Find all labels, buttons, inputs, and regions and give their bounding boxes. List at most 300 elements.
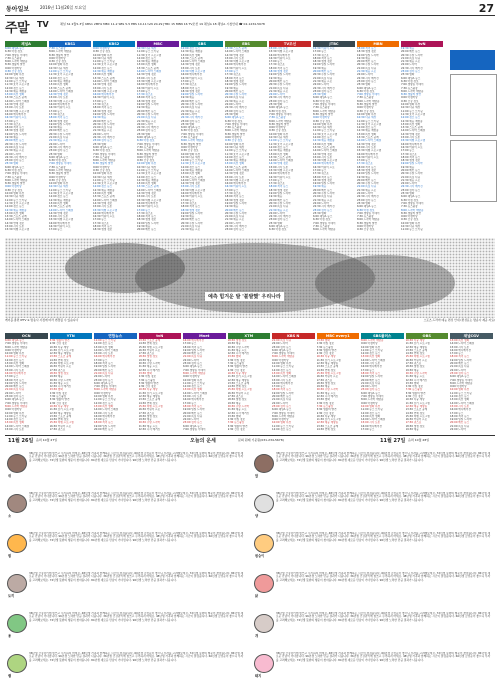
- program-entry: 10:00 영화 특선: [401, 103, 421, 107]
- program-entry: 11:30 요리 프로그램: [5, 83, 30, 87]
- program-entry: 20:00 메인 뉴스: [93, 119, 113, 123]
- program-entry: 12:00 정오 뉴스: [313, 136, 333, 140]
- program-entry: 12:00 정오 뉴스: [225, 155, 245, 159]
- program-entry: 7:30 뉴스광장: [313, 225, 330, 229]
- program-entry: 13:00 특선 영화: [313, 142, 333, 146]
- program-entry: 12:30 예능 재방송: [5, 89, 27, 93]
- program-entry: 11:00 뉴스 브리핑: [401, 109, 423, 113]
- cable-program-entry: 15:30 여행 프로그램: [49, 421, 74, 425]
- zodiac-animal-icon: [254, 654, 274, 673]
- program-entry: 13:30 스포츠 중계: [181, 56, 203, 60]
- program-entry: 19:00 일일 드라마: [269, 73, 291, 77]
- cable-program-entry: 12:00 정오 뉴스: [272, 368, 292, 372]
- cable-program-entry: 20:00 메인 뉴스: [5, 385, 25, 389]
- program-entry: 6:00 채널A 뉴스: [49, 155, 69, 159]
- newspaper-name: 동아일보: [6, 6, 30, 13]
- program-entry: 14:30 연예 정보: [269, 162, 289, 166]
- cable-program-entry: 15:00 시사 토론: [450, 404, 470, 408]
- cable-program-entry: 20:30 주말 드라마: [227, 404, 250, 408]
- cable-program-entry: 21:00 특집 다큐: [94, 371, 114, 375]
- program-entry: 21:30 예능 프로: [269, 208, 289, 212]
- program-entry: 12:30 예능 재방송: [137, 178, 159, 182]
- cable-column-10: [450, 333, 493, 431]
- cable-program-entry: 15:00 시사 토론: [5, 428, 25, 432]
- program-entry: 15:30 여행 프로그램: [181, 188, 206, 192]
- cable-program-entry: 20:30 주말 드라마: [316, 388, 339, 392]
- program-entry: 21:00 특집 다큐: [401, 175, 421, 179]
- program-entry: 7:30 뉴스광장: [181, 136, 198, 140]
- program-entry: 17:30 퀴즈쇼: [313, 53, 329, 57]
- program-entry: 17:00 뉴스: [49, 109, 63, 113]
- program-entry: 14:30 연예 정보: [181, 63, 201, 67]
- fortune-text: 36년생 건강관리에 힘쓰고 무리하지 마세요. 48년생 가족과 함께하는 시간이 즐겁습니다. 60년생 금전운이 좋으니 투자를 고려해보세요. 72년생 뜻밖의 행운이 찾아옵니다. 84년생 새로운 만남이 기다립니다. 96년생 노력한 만큼 결과가 나옵니다. 36년생 건강관리에 힘쓰고 무리하지 마세요. 48년생 가족과 함께하는 시간이 즐겁습니다. 60년생 금전운이 좋으니 투자를 고려해보세요. 72년생 뜻밖의 행운이 찾아옵니다. 84년생 새로운 만남이 기다립니다. 96년생 노력한 만큼 결과가 나옵니다.: [29, 532, 244, 542]
- cable-program-entry: 9:30 건강 정보: [49, 401, 67, 405]
- program-entry: 11:00 뉴스 브리핑: [181, 159, 203, 163]
- program-entry: 15:30 여행 프로그램: [269, 168, 294, 172]
- cable-program-entry: 22:00 드라마: [450, 428, 466, 432]
- program-entry: 11:00 뉴스 브리핑: [137, 50, 159, 54]
- cable-program-entry: 13:00 특선 영화: [272, 371, 292, 375]
- cable-program-entry: 16:30 어린이 프로: [138, 348, 161, 352]
- cable-program-entry: 7:30 뉴스광장: [138, 378, 156, 382]
- cable-program-entry: 23:30 영화: [227, 355, 241, 359]
- cable-program-entry: 19:00 일일 드라마: [450, 358, 472, 362]
- program-entry: 17:30 퀴즈쇼: [49, 112, 65, 116]
- program-entry: 16:00 애니메이션: [357, 152, 378, 156]
- cable-program-entry: 11:30 요리 프로그램: [405, 401, 430, 405]
- cable-program-entry: 11:00 뉴스 브리핑: [94, 339, 116, 342]
- cable-program-entry: 19:00 일일 드라마: [94, 365, 116, 369]
- cable-program-entry: 23:00 심야 뉴스: [183, 421, 203, 425]
- program-entry: 11:00 뉴스 브리핑: [5, 79, 27, 83]
- program-entry: 9:30 건강 정보: [357, 109, 375, 113]
- program-entry: 20:00 메인 뉴스: [401, 168, 421, 172]
- program-entry: 17:00 뉴스: [93, 99, 107, 103]
- program-entry: 14:30 연예 정보: [5, 221, 25, 225]
- cable-program-entry: 10:00 영화 특선: [183, 378, 203, 382]
- program-entry: 8:30 생활의 발견: [49, 53, 70, 57]
- program-entry: 21:00 특집 다큐: [313, 195, 333, 199]
- program-entry: 12:00 정오 뉴스: [93, 66, 113, 70]
- cable-program-entry: 22:30 시사 매거진: [227, 411, 250, 415]
- issue-date: 2016년 11월26일 토요일: [40, 5, 87, 10]
- program-entry: 18:00 저녁 뉴스: [401, 155, 421, 159]
- schedule-column-1: [49, 41, 91, 232]
- program-entry: 9:00 아침마당: [313, 116, 330, 120]
- program-entry: 16:30 어린이 프로: [93, 215, 115, 219]
- program-entry: 7:30 뉴스광장: [137, 145, 154, 149]
- program-entry: 7:00 생방송 투데이: [357, 211, 380, 215]
- cable-program-entry: 20:00 메인 뉴스: [450, 362, 470, 366]
- program-entry: 12:00 정오 뉴스: [357, 126, 377, 130]
- cable-program-entry: 12:30 예능 재방송: [316, 362, 339, 366]
- program-entry: 14:30 연예 정보: [93, 83, 113, 87]
- cable-program-entry: 9:00 아침마당: [183, 375, 200, 379]
- cable-program-entry: 23:30 영화: [227, 414, 241, 418]
- cable-program-entry: 6:30 아침 정보: [138, 375, 156, 379]
- program-entry: 18:30 생생 정보: [225, 198, 245, 202]
- program-entry: 15:30 여행 프로그램: [5, 109, 30, 113]
- program-entry: 8:00 드라마 재방송: [5, 60, 28, 64]
- cable-program-entry: 15:00 시사 토론: [361, 362, 381, 366]
- cable-channel-header: OCN: [5, 333, 48, 339]
- program-entry: 10:00 영화 특선: [181, 152, 201, 156]
- program-entry: 12:30 예능 재방송: [313, 139, 335, 143]
- program-entry: 9:30 건강 정보: [93, 168, 111, 172]
- cable-program-entry: 11:30 요리 프로그램: [316, 358, 341, 362]
- program-entry: 12:30 예능 재방송: [137, 60, 159, 64]
- program-entry: 22:30 시사 매거진: [137, 126, 159, 130]
- program-entry: 20:00 메인 뉴스: [181, 218, 201, 222]
- cable-program-entry: 17:30 퀴즈쇼: [49, 428, 66, 432]
- program-entry: 14:00 드라마 스페셜: [181, 178, 206, 182]
- program-entry: 7:00 생방송 투데이: [181, 132, 204, 136]
- program-entry: 14:00 드라마 스페셜: [93, 79, 118, 83]
- cable-program-entry: 22:00 드라마: [183, 358, 199, 362]
- cable-program-entry: 16:00 애니메이션: [94, 355, 115, 359]
- fortune-right-date: 11월 27일: [380, 438, 406, 444]
- program-entry: 10:00 영화 특선: [225, 142, 245, 146]
- program-entry: 20:00 메인 뉴스: [137, 109, 157, 113]
- fortune-text: 36년생 건강관리에 힘쓰고 무리하지 마세요. 48년생 가족과 함께하는 시간이 즐겁습니다. 60년생 금전운이 좋으니 투자를 고려해보세요. 72년생 뜻밖의 행운이 찾아옵니다. 84년생 새로운 만남이 기다립니다. 96년생 노력한 만큼 결과가 나옵니다. 36년생 건강관리에 힘쓰고 무리하지 마세요. 48년생 가족과 함께하는 시간이 즐겁습니다. 60년생 금전운이 좋으니 투자를 고려해보세요. 72년생 뜻밖의 행운이 찾아옵니다. 84년생 새로운 만남이 기다립니다. 96년생 노력한 만큼 결과가 나옵니다.: [29, 652, 244, 662]
- program-entry: 23:30 영화: [5, 162, 19, 166]
- cable-program-entry: 15:00 시사 토론: [272, 378, 292, 382]
- program-entry: 12:00 정오 뉴스: [137, 56, 157, 60]
- program-entry: 21:30 예능 프로: [93, 129, 113, 133]
- program-entry: 10:30 다큐 세상: [225, 145, 245, 149]
- program-entry: 15:30 여행 프로그램: [49, 218, 74, 222]
- cable-program-entry: 7:00 생방송 투데이: [272, 352, 295, 356]
- program-entry: 17:00 뉴스: [269, 60, 283, 64]
- cable-program-entry: 17:00 뉴스: [272, 385, 286, 389]
- program-entry: 18:00 저녁 뉴스: [5, 126, 25, 130]
- program-entry: 19:00 일일 드라마: [357, 172, 379, 176]
- channel-header: SBS: [181, 41, 223, 47]
- program-entry: 23:30 영화: [269, 103, 283, 107]
- program-entry: 14:30 연예 정보: [5, 103, 25, 107]
- cable-program-entry: 23:30 영화: [49, 388, 63, 392]
- cable-program-entry: 6:30 아침 정보: [316, 401, 334, 405]
- program-entry: 19:30 예능: [225, 86, 239, 90]
- channel-header: MBC: [137, 41, 179, 47]
- zodiac-animal-icon: [254, 534, 274, 553]
- program-entry: 8:30 생활의 발견: [357, 221, 378, 225]
- program-entry: 20:30 주말 드라마: [5, 142, 27, 146]
- cable-program-entry: 14:00 드라마 스페셜: [94, 348, 119, 352]
- program-entry: 16:00 애니메이션: [401, 142, 422, 146]
- program-entry: 16:30 어린이 프로: [313, 165, 335, 169]
- cable-column-7: [317, 333, 360, 431]
- program-entry: 12:30 예능 재방송: [269, 149, 291, 153]
- cable-program-entry: 9:30 건강 정보: [227, 368, 245, 372]
- program-entry: 21:30 예능 프로: [49, 139, 69, 143]
- cable-program-entry: 15:00 시사 토론: [5, 368, 25, 372]
- program-entry: 9:00 아침마당: [181, 145, 198, 149]
- program-entry: 21:00 특집 다큐: [225, 215, 245, 219]
- cable-program-entry: 14:00 드라마 스페셜: [361, 418, 386, 422]
- program-entry: 6:00 채널A 뉴스: [181, 126, 201, 130]
- cable-program-entry: 7:00 생방송 투데이: [94, 385, 117, 389]
- program-entry: 8:30 생활의 발견: [181, 142, 202, 146]
- cable-program-entry: 7:30 뉴스광장: [316, 345, 334, 349]
- program-entry: 6:30 아침 정보: [225, 119, 243, 123]
- program-entry: 21:00 특집 다큐: [357, 66, 377, 70]
- program-entry: 13:00 특선 영화: [357, 132, 377, 136]
- program-entry: 16:00 애니메이션: [137, 201, 158, 205]
- program-entry: 20:30 주말 드라마: [225, 93, 247, 97]
- program-entry: 19:00 일일 드라마: [357, 53, 379, 57]
- program-entry: 17:00 뉴스: [137, 89, 151, 93]
- cable-program-entry: 18:30 생생 정보: [405, 365, 425, 369]
- cable-channel-header: 연합뉴스: [94, 333, 137, 339]
- program-entry: 15:30 여행 프로그램: [5, 228, 30, 232]
- cable-program-entry: 18:30 생생 정보: [227, 398, 247, 402]
- program-entry: 23:30 영화: [313, 211, 327, 215]
- cable-program-entry: 17:00 뉴스: [361, 368, 375, 372]
- cable-program-entry: 8:30 생활의 발견: [227, 365, 248, 369]
- cable-program-entry: 7:00 생방송 투데이: [5, 342, 28, 346]
- program-entry: 22:00 드라마: [313, 201, 329, 205]
- cable-program-entry: 13:30 스포츠 중계: [49, 355, 72, 359]
- program-entry: 8:00 드라마 재방송: [225, 129, 248, 133]
- program-entry: 17:30 퀴즈쇼: [137, 93, 153, 97]
- program-entry: 18:00 저녁 뉴스: [225, 195, 245, 199]
- program-entry: 15:00 시사 토론: [93, 86, 113, 90]
- program-entry: 20:00 메인 뉴스: [137, 228, 157, 232]
- program-entry: 23:00 심야 뉴스: [49, 149, 69, 153]
- program-entry: 22:00 드라마: [5, 152, 21, 156]
- program-entry: 8:00 드라마 재방송: [401, 89, 424, 93]
- cable-program-entry: 10:30 다큐 세상: [405, 398, 425, 402]
- cable-program-entry: 19:00 일일 드라마: [361, 375, 383, 379]
- program-entry: 9:30 건강 정보: [93, 50, 111, 54]
- cable-program-entry: 8:30 생활의 발견: [316, 408, 337, 412]
- program-entry: 11:00 뉴스 브리핑: [5, 198, 27, 202]
- program-entry: 14:30 연예 정보: [225, 53, 245, 57]
- program-entry: 15:30 여행 프로그램: [401, 139, 426, 143]
- program-entry: 13:30 스포츠 중계: [225, 47, 247, 50]
- program-entry: 23:30 영화: [269, 221, 283, 225]
- program-entry: 16:30 어린이 프로: [137, 86, 159, 90]
- program-entry: 13:00 특선 영화: [269, 152, 289, 156]
- schedule-column-8: [357, 41, 399, 232]
- program-entry: 11:00 뉴스 브리핑: [313, 129, 335, 133]
- program-entry: 19:00 일일 드라마: [181, 211, 203, 215]
- program-entry: 10:30 다큐 세상: [137, 47, 157, 50]
- program-entry: 12:00 정오 뉴스: [181, 165, 201, 169]
- cable-program-entry: 19:00 일일 드라마: [94, 424, 116, 428]
- program-entry: 16:00 애니메이션: [313, 162, 334, 166]
- program-entry: 10:00 영화 특선: [137, 162, 157, 166]
- program-entry: 18:00 저녁 뉴스: [269, 66, 289, 70]
- cable-program-entry: 16:30 어린이 프로: [49, 424, 72, 428]
- cable-program-entry: 9:30 건강 정보: [316, 411, 334, 415]
- program-entry: 22:00 드라마: [269, 93, 285, 97]
- program-entry: 9:00 아침마당: [401, 215, 418, 219]
- cable-program-entry: 17:30 퀴즈쇼: [49, 368, 66, 372]
- program-entry: 18:00 저녁 뉴스: [269, 185, 289, 189]
- fortune-text: 36년생 건강관리에 힘쓰고 무리하지 마세요. 48년생 가족과 함께하는 시간이 즐겁습니다. 60년생 금전운이 좋으니 투자를 고려해보세요. 72년생 뜻밖의 행운이 찾아옵니다. 84년생 새로운 만남이 기다립니다. 96년생 노력한 만큼 결과가 나옵니다. 36년생 건강관리에 힘쓰고 무리하지 마세요. 48년생 가족과 함께하는 시간이 즐겁습니다. 60년생 금전운이 좋으니 투자를 고려해보세요. 72년생 뜻밖의 행운이 찾아옵니다. 84년생 새로운 만남이 기다립니다. 96년생 노력한 만큼 결과가 나옵니다.: [276, 652, 491, 662]
- cable-program-entry: 16:00 애니메이션: [183, 398, 204, 402]
- schedule-column-5: [225, 41, 267, 232]
- program-entry: 21:00 특집 다큐: [357, 185, 377, 189]
- program-entry: 14:30 연예 정보: [401, 132, 421, 136]
- program-entry: 9:00 아침마당: [357, 106, 374, 110]
- program-entry: 10:00 영화 특선: [269, 132, 289, 136]
- band-left-text: 케이블·종편 IPTV ※ 방송사 사정에 따라 변경될 수 있습니다: [5, 318, 79, 322]
- cable-program-entry: 10:00 영화 특선: [361, 404, 381, 408]
- zodiac-animal-icon: [7, 614, 27, 633]
- cable-program-entry: 7:30 뉴스광장: [316, 404, 334, 408]
- cable-program-entry: 10:30 다큐 세상: [49, 345, 69, 349]
- zodiac-animal-label: 말: [255, 474, 259, 478]
- cable-program-entry: 20:30 주말 드라마: [138, 421, 161, 425]
- program-entry: 11:30 요리 프로그램: [313, 132, 338, 136]
- cable-column-0: [5, 333, 48, 431]
- program-entry: 20:30 주말 드라마: [313, 73, 335, 77]
- cable-program-entry: 16:00 애니메이션: [361, 365, 382, 369]
- cable-program-entry: 22:30 시사 매거진: [227, 352, 250, 356]
- program-entry: 6:30 아침 정보: [269, 109, 287, 113]
- program-entry: 18:00 저녁 뉴스: [93, 225, 113, 229]
- program-entry: 10:30 다큐 세상: [181, 155, 201, 159]
- program-entry: 16:00 애니메이션: [269, 53, 290, 57]
- cable-program-entry: 8:00 드라마 재방송: [183, 371, 206, 375]
- program-entry: 20:00 메인 뉴스: [401, 50, 421, 54]
- program-entry: 16:00 애니메이션: [181, 73, 202, 77]
- cable-program-entry: 20:30 주말 드라마: [49, 378, 72, 382]
- program-entry: 6:00 채널A 뉴스: [401, 195, 421, 199]
- cable-program-entry: 15:30 여행 프로그램: [138, 345, 163, 349]
- program-entry: 17:00 뉴스: [313, 50, 327, 54]
- program-entry: 18:00 저녁 뉴스: [225, 76, 245, 80]
- program-entry: 15:00 시사 토론: [269, 47, 289, 50]
- cable-program-entry: 15:30 여행 프로그램: [405, 355, 430, 359]
- cable-program-entry: 21:00 특집 다큐: [450, 424, 470, 428]
- cable-program-entry: 14:00 드라마 스페셜: [361, 358, 386, 362]
- zodiac-animal-label: 쥐: [8, 474, 12, 478]
- program-entry: 13:00 특선 영화: [49, 83, 69, 87]
- program-entry: 23:30 영화: [401, 192, 415, 196]
- program-entry: 20:30 주말 드라마: [269, 83, 291, 87]
- program-entry: 22:30 시사 매거진: [269, 215, 291, 219]
- cable-program-entry: 14:30 연예 정보: [49, 358, 69, 362]
- program-entry: 20:30 주말 드라마: [401, 53, 423, 57]
- zodiac-animal-label: 뱀: [8, 674, 12, 678]
- cable-program-entry: 9:30 건강 정보: [316, 352, 334, 356]
- program-entry: 13:00 특선 영화: [225, 162, 245, 166]
- cable-program-entry: 19:00 일일 드라마: [5, 381, 27, 385]
- program-entry: 23:00 심야 뉴스: [269, 99, 289, 103]
- program-entry: 12:30 예능 재방송: [357, 129, 379, 133]
- cable-program-entry: 19:00 일일 드라마: [450, 418, 472, 422]
- cable-program-entry: 14:00 드라마 스페셜: [5, 424, 30, 428]
- cable-channel-header: 채널CGV: [450, 333, 493, 339]
- cable-program-entry: 21:30 예능 프로: [227, 348, 247, 352]
- program-entry: 19:30 예능: [357, 175, 371, 179]
- program-entry: 15:00 시사 토론: [181, 185, 201, 189]
- program-entry: 16:30 어린이 프로: [269, 175, 291, 179]
- banner-headline: 예측 힘겨운 발 '불발했' 우리나라: [205, 292, 284, 301]
- cable-channel-header: KBS N: [272, 333, 315, 339]
- program-entry: 18:00 저녁 뉴스: [313, 175, 333, 179]
- cable-program-entry: 7:30 뉴스광장: [405, 388, 423, 392]
- program-entry: 19:00 일일 드라마: [269, 192, 291, 196]
- program-entry: 18:30 생생 정보: [181, 89, 201, 93]
- program-entry: 7:30 뉴스광장: [5, 56, 22, 60]
- program-entry: 18:30 생생 정보: [181, 208, 201, 212]
- cable-channel-header: SBS플러스: [361, 333, 404, 339]
- cable-program-entry: 8:30 생활의 발견: [49, 398, 70, 402]
- program-entry: 19:30 예능: [181, 96, 195, 100]
- program-entry: 11:30 요리 프로그램: [401, 112, 426, 116]
- program-entry: 14:00 드라마 스페셜: [313, 149, 338, 153]
- program-entry: 15:00 시사 토론: [93, 205, 113, 209]
- program-entry: 14:00 드라마 스페셜: [49, 89, 74, 93]
- program-entry: 8:00 드라마 재방송: [357, 218, 380, 222]
- program-entry: 22:30 시사 매거진: [93, 136, 115, 140]
- cable-program-entry: 11:30 요리 프로그램: [49, 408, 74, 412]
- program-entry: 20:30 주말 드라마: [225, 211, 247, 215]
- program-entry: 20:30 주말 드라마: [181, 221, 203, 225]
- cable-program-entry: 20:00 메인 뉴스: [450, 421, 470, 425]
- cable-program-entry: 21:00 특집 다큐: [183, 355, 203, 359]
- program-entry: 6:00 채널A 뉴스: [357, 86, 377, 90]
- program-entry: 18:30 생생 정보: [313, 178, 333, 182]
- program-entry: 15:00 시사 토론: [313, 155, 333, 159]
- program-entry: 13:30 스포츠 중계: [137, 66, 159, 70]
- zodiac-animal-icon: [7, 494, 27, 513]
- program-entry: 15:00 시사 토론: [137, 76, 157, 80]
- program-entry: 11:00 뉴스 브리핑: [269, 139, 291, 143]
- cable-program-entry: 19:00 일일 드라마: [183, 348, 205, 352]
- cable-program-entry: 20:30 주말 드라마: [227, 345, 250, 349]
- program-entry: 21:30 예능 프로: [357, 70, 377, 74]
- cable-program-entry: 6:00 채널A 뉴스: [183, 424, 203, 428]
- program-entry: 11:00 뉴스 브리핑: [49, 188, 71, 192]
- program-entry: 13:00 특선 영화: [181, 53, 201, 57]
- program-entry: 20:00 메인 뉴스: [225, 89, 245, 93]
- cable-program-entry: 22:30 시사 매거진: [316, 395, 339, 399]
- cable-program-entry: 14:00 드라마 스페셜: [450, 401, 475, 405]
- cable-column-4: [183, 333, 226, 431]
- program-entry: 15:00 시사 토론: [137, 195, 157, 199]
- program-entry: 6:00 채널A 뉴스: [313, 96, 333, 100]
- program-entry: 6:00 채널A 뉴스: [137, 136, 157, 140]
- program-entry: 9:30 건강 정보: [49, 178, 67, 182]
- cable-program-entry: 17:30 퀴즈쇼: [138, 411, 155, 415]
- schedule-column-9: [401, 41, 443, 232]
- program-entry: 12:30 예능 재방송: [181, 50, 203, 54]
- program-entry: 11:00 뉴스 브리핑: [225, 149, 247, 153]
- program-entry: 18:30 생생 정보: [5, 129, 25, 133]
- program-entry: 6:30 아침 정보: [313, 99, 331, 103]
- cable-program-entry: 11:00 뉴스 브리핑: [183, 381, 205, 385]
- program-entry: 9:00 아침마당: [137, 155, 154, 159]
- cable-program-entry: 6:30 아침 정보: [405, 385, 423, 389]
- program-entry: 15:30 여행 프로그램: [137, 198, 162, 202]
- program-entry: 11:30 요리 프로그램: [357, 122, 382, 126]
- cable-program-entry: 23:00 심야 뉴스: [272, 345, 292, 349]
- cable-program-entry: 15:30 여행 프로그램: [316, 371, 341, 375]
- cable-program-entry: 13:30 스포츠 중계: [405, 348, 428, 352]
- program-entry: 18:30 생생 정보: [357, 168, 377, 172]
- cable-program-entry: 20:00 메인 뉴스: [183, 352, 203, 356]
- program-entry: 14:00 드라마 스페셜: [269, 159, 294, 163]
- program-entry: 11:30 요리 프로그램: [5, 201, 30, 205]
- program-entry: 9:00 아침마당: [93, 47, 110, 50]
- program-entry: 23:00 심야 뉴스: [269, 218, 289, 222]
